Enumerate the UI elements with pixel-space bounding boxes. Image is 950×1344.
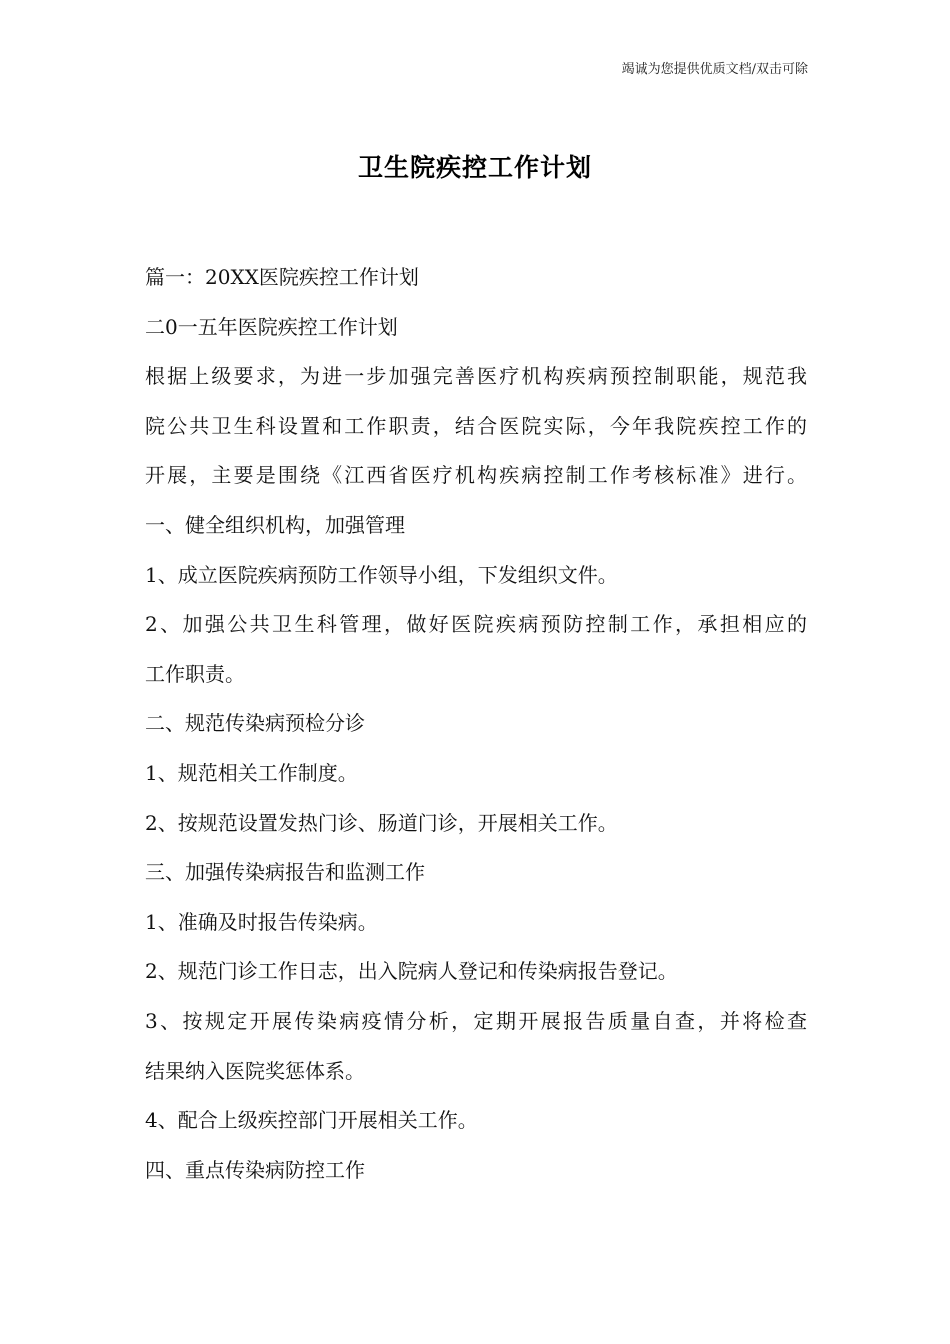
body-line: 1、规范相关工作制度。 (145, 760, 358, 785)
body-line: 四、重点传染病防控工作 (145, 1157, 365, 1182)
body-line: 4、配合上级疾控部门开展相关工作。 (145, 1108, 478, 1133)
body-line: 开展，主要是围绕《江西省医疗机构疾病控制工作考核标准》进行。 (145, 463, 807, 488)
body-line: 二0一五年医院疾控工作计划 (145, 314, 398, 339)
header-note: 竭诚为您提供优质文档/双击可除 (621, 62, 808, 77)
document-body (145, 253, 807, 1195)
body-line: 根据上级要求，为进一步加强完善医疗机构疾病预控制职能，规范我 (145, 364, 807, 389)
body-line: 结果纳入医院奖惩体系。 (145, 1058, 365, 1083)
body-line: 1、成立医院疾病预防工作领导小组，下发组织文件。 (145, 562, 618, 587)
body-line: 一、健全组织机构，加强管理 (145, 512, 405, 537)
body-line: 2、按规范设置发热门诊、肠道门诊，开展相关工作。 (145, 810, 618, 835)
document-title: 卫生院疾控工作计划 (357, 153, 592, 182)
body-line: 院公共卫生科设置和工作职责，结合医院实际，今年我院疾控工作的 (145, 413, 807, 438)
body-line: 1、准确及时报告传染病。 (145, 909, 378, 934)
body-line: 二、规范传染病预检分诊 (145, 711, 365, 736)
body-line: 工作职责。 (145, 661, 245, 686)
body-line: 三、加强传染病报告和监测工作 (145, 860, 425, 885)
body-line: 篇一：20XX医院疾控工作计划 (145, 265, 419, 289)
body-line: 2、规范门诊工作日志，出入院病人登记和传染病报告登记。 (145, 959, 678, 984)
body-line: 3、按规定开展传染病疫情分析，定期开展报告质量自查，并将检查 (145, 1008, 807, 1033)
body-line: 2、加强公共卫生科管理，做好医院疾病预防控制工作，承担相应的 (145, 612, 807, 637)
